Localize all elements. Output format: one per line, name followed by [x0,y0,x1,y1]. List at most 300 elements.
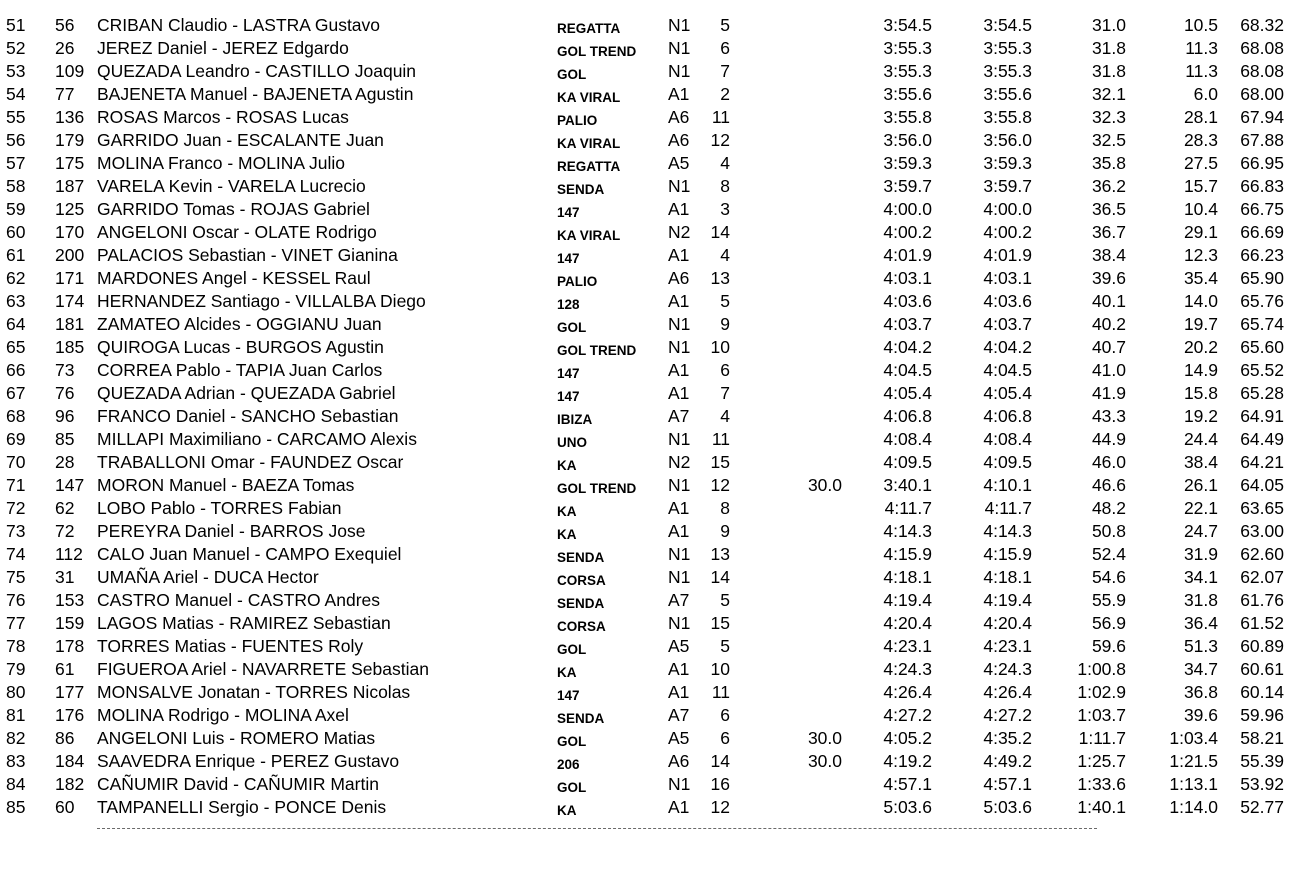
crew-names: PEREYRA Daniel - BARROS Jose [97,521,366,541]
position: 56 [6,130,26,150]
average-speed: 64.05 [1240,475,1284,495]
total-time: 4:19.4 [983,590,1032,610]
average-speed: 65.74 [1240,314,1284,334]
gap-to-leader: 32.5 [1091,130,1126,150]
table-row [0,612,1302,635]
class: A5 [668,153,690,173]
position: 77 [6,613,26,633]
average-speed: 68.32 [1240,15,1284,35]
table-row [0,428,1302,451]
total-time: 4:23.1 [983,636,1032,656]
position: 81 [6,705,26,725]
average-speed: 66.75 [1240,199,1284,219]
car-model: KA [557,458,577,473]
class: A1 [668,498,690,518]
penalty: 30.0 [807,475,842,495]
stage-time: 3:55.3 [883,61,932,81]
class: N1 [668,314,691,334]
car-number: 26 [55,38,75,58]
crew-names: TORRES Matias - FUENTES Roly [97,636,364,656]
stage-time: 4:01.9 [883,245,932,265]
table-row [0,405,1302,428]
car-number: 177 [55,682,85,702]
class-position: 4 [720,406,730,426]
total-time: 4:03.1 [983,268,1032,288]
crew-names: MOLINA Franco - MOLINA Julio [97,153,345,173]
stage-time: 3:59.3 [883,153,932,173]
car-number: 125 [55,199,85,219]
stage-time: 4:57.1 [883,774,932,794]
average-speed: 65.28 [1240,383,1284,403]
stage-time: 4:23.1 [883,636,932,656]
table-row [0,152,1302,175]
class-position: 16 [710,774,730,794]
gap-to-leader: 31.8 [1091,38,1126,58]
table-row [0,635,1302,658]
total-time: 4:00.2 [983,222,1032,242]
car-model: SENDA [557,596,605,611]
class-position: 11 [711,682,730,702]
crew-names: QUEZADA Leandro - CASTILLO Joaquin [97,61,417,81]
car-number: 171 [55,268,85,288]
class-position: 6 [720,705,730,725]
gap-in-class: 1:03.4 [1169,728,1218,748]
stage-time: 4:00.2 [883,222,932,242]
gap-to-leader: 40.2 [1091,314,1126,334]
table-row [0,175,1302,198]
total-time: 4:20.4 [983,613,1032,633]
car-number: 61 [55,659,75,679]
class-position: 14 [710,222,730,242]
gap-in-class: 31.9 [1183,544,1218,564]
gap-to-leader: 38.4 [1091,245,1126,265]
gap-in-class: 15.7 [1183,176,1218,196]
gap-in-class: 38.4 [1183,452,1218,472]
class: N1 [668,544,691,564]
total-time: 4:06.8 [983,406,1032,426]
gap-in-class: 24.7 [1183,521,1218,541]
total-time: 3:59.7 [983,176,1032,196]
stage-time: 4:04.2 [883,337,932,357]
total-time: 3:56.0 [983,130,1032,150]
gap-to-leader: 50.8 [1091,521,1126,541]
crew-names: MOLINA Rodrigo - MOLINA Axel [97,705,349,725]
gap-to-leader: 36.5 [1091,199,1126,219]
car-model: KA VIRAL [557,136,621,151]
gap-in-class: 27.5 [1183,153,1218,173]
gap-to-leader: 43.3 [1091,406,1126,426]
average-speed: 67.88 [1240,130,1284,150]
position: 60 [6,222,26,242]
class: A1 [668,383,690,403]
class: N1 [668,613,691,633]
gap-to-leader: 40.7 [1091,337,1126,357]
table-row [0,658,1302,681]
penalty: 30.0 [807,751,842,771]
car-number: 85 [55,429,75,449]
position: 73 [6,521,26,541]
class: A1 [668,245,690,265]
car-model: IBIZA [557,412,593,427]
stage-time: 4:11.7 [884,498,932,518]
crew-names: TRABALLONI Omar - FAUNDEZ Oscar [97,452,404,472]
crew-names: VARELA Kevin - VARELA Lucrecio [97,176,366,196]
class-position: 9 [720,314,730,334]
stage-time: 4:19.2 [883,751,932,771]
stage-time: 4:15.9 [883,544,932,564]
position: 58 [6,176,26,196]
crew-names: ZAMATEO Alcides - OGGIANU Juan [97,314,382,334]
stage-time: 4:18.1 [883,567,932,587]
gap-to-leader: 52.4 [1091,544,1126,564]
class: N1 [668,429,691,449]
class-position: 9 [720,521,730,541]
class-position: 5 [720,291,730,311]
average-speed: 65.76 [1240,291,1284,311]
position: 76 [6,590,26,610]
gap-to-leader: 32.3 [1091,107,1126,127]
crew-names: GARRIDO Juan - ESCALANTE Juan [97,130,384,150]
average-speed: 64.21 [1240,452,1284,472]
total-time: 4:03.7 [983,314,1032,334]
crew-names: MILLAPI Maximiliano - CARCAMO Alexis [97,429,417,449]
total-time: 4:57.1 [983,774,1032,794]
car-model: PALIO [557,113,598,128]
total-time: 3:55.6 [983,84,1032,104]
position: 66 [6,360,26,380]
table-row [0,681,1302,704]
stage-time: 4:05.2 [883,728,932,748]
total-time: 4:04.2 [983,337,1032,357]
class-position: 5 [720,636,730,656]
gap-in-class: 11.3 [1185,61,1218,81]
gap-in-class: 35.4 [1183,268,1218,288]
table-row [0,796,1302,819]
gap-in-class: 12.3 [1183,245,1218,265]
class: N1 [668,38,691,58]
total-time: 4:10.1 [983,475,1032,495]
table-row [0,359,1302,382]
car-number: 182 [55,774,85,794]
average-speed: 61.52 [1240,613,1284,633]
gap-to-leader: 54.6 [1091,567,1126,587]
car-number: 181 [55,314,85,334]
class-position: 13 [710,268,730,288]
crew-names: MONSALVE Jonatan - TORRES Nicolas [97,682,411,702]
class: A1 [668,291,690,311]
car-number: 178 [55,636,85,656]
gap-to-leader: 1:00.8 [1077,659,1126,679]
total-time: 4:26.4 [983,682,1032,702]
crew-names: MORON Manuel - BAEZA Tomas [97,475,355,495]
class-position: 14 [710,751,730,771]
table-row [0,704,1302,727]
class: A1 [668,521,690,541]
position: 75 [6,567,26,587]
stage-time: 4:14.3 [883,521,932,541]
table-row [0,83,1302,106]
class: N1 [668,337,691,357]
total-time: 4:35.2 [983,728,1032,748]
car-model: 147 [557,389,580,404]
table-row [0,336,1302,359]
stage-time: 4:19.4 [883,590,932,610]
table-row [0,543,1302,566]
average-speed: 63.65 [1240,498,1284,518]
car-number: 136 [55,107,85,127]
car-model: KA [557,527,577,542]
gap-in-class: 26.1 [1183,475,1218,495]
class: A6 [668,751,690,771]
gap-to-leader: 1:11.7 [1078,728,1126,748]
gap-to-leader: 56.9 [1091,613,1126,633]
average-speed: 65.90 [1240,268,1284,288]
car-number: 96 [55,406,75,426]
average-speed: 62.60 [1240,544,1284,564]
car-model: KA VIRAL [557,228,621,243]
car-model: 128 [557,297,580,312]
gap-in-class: 19.2 [1183,406,1218,426]
crew-names: ROSAS Marcos - ROSAS Lucas [97,107,349,127]
average-speed: 58.21 [1240,728,1284,748]
class: A5 [668,728,690,748]
table-row [0,313,1302,336]
class-position: 4 [720,245,730,265]
position: 70 [6,452,26,472]
table-row [0,382,1302,405]
total-time: 5:03.6 [983,797,1032,817]
class: A1 [668,797,690,817]
stage-time: 4:24.3 [883,659,932,679]
crew-names: FRANCO Daniel - SANCHO Sebastian [97,406,399,426]
crew-names: CASTRO Manuel - CASTRO Andres [97,590,380,610]
position: 55 [6,107,26,127]
stage-time: 3:55.8 [883,107,932,127]
car-number: 200 [55,245,85,265]
gap-in-class: 14.9 [1183,360,1218,380]
car-model: GOL [557,734,587,749]
class-position: 6 [720,38,730,58]
total-time: 4:03.6 [983,291,1032,311]
car-model: REGATTA [557,21,621,36]
table-row [0,520,1302,543]
car-model: KA [557,665,577,680]
car-model: 147 [557,251,580,266]
gap-to-leader: 41.9 [1091,383,1126,403]
total-time: 3:55.3 [983,61,1032,81]
position: 68 [6,406,26,426]
stage-time: 4:03.1 [883,268,932,288]
average-speed: 64.49 [1240,429,1284,449]
average-speed: 66.69 [1240,222,1284,242]
car-number: 109 [55,61,85,81]
average-speed: 66.23 [1240,245,1284,265]
car-number: 72 [55,521,75,541]
table-row [0,290,1302,313]
car-model: GOL TREND [557,343,637,358]
car-number: 31 [55,567,75,587]
class-position: 11 [711,429,730,449]
average-speed: 60.61 [1240,659,1284,679]
crew-names: ANGELONI Oscar - OLATE Rodrigo [97,222,377,242]
total-time: 4:18.1 [983,567,1032,587]
total-time: 3:55.8 [983,107,1032,127]
class-position: 13 [710,544,730,564]
class: N1 [668,61,691,81]
gap-in-class: 20.2 [1183,337,1218,357]
class: N2 [668,452,691,472]
gap-in-class: 24.4 [1183,429,1218,449]
gap-in-class: 34.7 [1183,659,1218,679]
average-speed: 62.07 [1240,567,1284,587]
average-speed: 65.52 [1240,360,1284,380]
position: 83 [6,751,26,771]
total-time: 4:11.7 [984,498,1032,518]
class: A5 [668,636,690,656]
table-row [0,198,1302,221]
average-speed: 60.89 [1240,636,1284,656]
car-model: SENDA [557,550,605,565]
position: 71 [6,475,26,495]
car-number: 175 [55,153,85,173]
car-model: GOL [557,67,587,82]
stage-time: 4:03.7 [883,314,932,334]
position: 85 [6,797,26,817]
car-number: 185 [55,337,85,357]
gap-in-class: 1:14.0 [1169,797,1218,817]
class: N1 [668,475,691,495]
crew-names: FIGUEROA Ariel - NAVARRETE Sebastian [97,659,429,679]
crew-names: CRIBAN Claudio - LASTRA Gustavo [97,15,381,35]
crew-names: QUIROGA Lucas - BURGOS Agustin [97,337,384,357]
class-position: 5 [720,15,730,35]
gap-in-class: 28.3 [1183,130,1218,150]
gap-in-class: 39.6 [1183,705,1218,725]
gap-to-leader: 32.1 [1091,84,1126,104]
car-number: 153 [55,590,85,610]
table-row [0,497,1302,520]
car-model: GOL TREND [557,44,637,59]
average-speed: 52.77 [1240,797,1284,817]
gap-to-leader: 39.6 [1091,268,1126,288]
car-number: 159 [55,613,85,633]
gap-to-leader: 48.2 [1091,498,1126,518]
car-number: 73 [55,360,75,380]
average-speed: 68.08 [1240,38,1284,58]
car-number: 174 [55,291,85,311]
gap-to-leader: 36.2 [1091,176,1126,196]
gap-to-leader: 31.8 [1091,61,1126,81]
stage-time: 4:20.4 [883,613,932,633]
class: A6 [668,130,690,150]
class: A1 [668,360,690,380]
gap-to-leader: 1:25.7 [1077,751,1126,771]
stage-time: 4:00.0 [883,199,932,219]
gap-in-class: 28.1 [1183,107,1218,127]
gap-in-class: 31.8 [1183,590,1218,610]
car-number: 170 [55,222,85,242]
gap-to-leader: 59.6 [1091,636,1126,656]
car-model: CORSA [557,619,606,634]
car-model: KA [557,803,577,818]
car-number: 184 [55,751,85,771]
gap-to-leader: 1:02.9 [1077,682,1126,702]
average-speed: 60.14 [1240,682,1284,702]
position: 67 [6,383,26,403]
crew-names: HERNANDEZ Santiago - VILLALBA Diego [97,291,426,311]
total-time: 4:49.2 [983,751,1032,771]
gap-in-class: 1:13.1 [1169,774,1218,794]
gap-to-leader: 55.9 [1091,590,1126,610]
crew-names: CORREA Pablo - TAPIA Juan Carlos [97,360,383,380]
total-time: 3:55.3 [983,38,1032,58]
gap-to-leader: 46.0 [1091,452,1126,472]
table-row [0,244,1302,267]
total-time: 4:08.4 [983,429,1032,449]
crew-names: QUEZADA Adrian - QUEZADA Gabriel [97,383,396,403]
class: A1 [668,682,690,702]
stage-time: 4:05.4 [883,383,932,403]
position: 65 [6,337,26,357]
table-row [0,451,1302,474]
stage-time: 3:40.1 [883,475,932,495]
average-speed: 65.60 [1240,337,1284,357]
car-model: 147 [557,205,580,220]
stage-time: 4:04.5 [883,360,932,380]
crew-names: CAÑUMIR David - CAÑUMIR Martin [97,774,379,794]
gap-to-leader: 1:03.7 [1077,705,1126,725]
gap-to-leader: 35.8 [1091,153,1126,173]
class-position: 10 [710,659,730,679]
stage-time: 5:03.6 [883,797,932,817]
total-time: 3:54.5 [983,15,1032,35]
car-model: KA VIRAL [557,90,621,105]
results-table [0,14,1302,819]
car-number: 56 [55,15,75,35]
car-number: 112 [55,544,83,564]
average-speed: 63.00 [1240,521,1284,541]
gap-to-leader: 31.0 [1091,15,1126,35]
gap-in-class: 51.3 [1183,636,1218,656]
table-row [0,129,1302,152]
stage-time: 4:09.5 [883,452,932,472]
car-number: 77 [55,84,75,104]
position: 84 [6,774,26,794]
car-model: 206 [557,757,580,772]
class-position: 3 [720,199,730,219]
car-model: GOL TREND [557,481,637,496]
position: 54 [6,84,26,104]
car-model: CORSA [557,573,606,588]
total-time: 4:15.9 [983,544,1032,564]
total-time: 4:04.5 [983,360,1032,380]
gap-in-class: 19.7 [1183,314,1218,334]
class-position: 12 [710,475,730,495]
position: 79 [6,659,26,679]
crew-names: CALO Juan Manuel - CAMPO Exequiel [97,544,402,564]
table-row [0,60,1302,83]
position: 72 [6,498,26,518]
class-position: 15 [710,452,730,472]
class-position: 12 [710,797,730,817]
table-row [0,37,1302,60]
gap-to-leader: 1:33.6 [1077,774,1126,794]
class: N1 [668,15,691,35]
class: A7 [668,590,690,610]
car-number: 86 [55,728,75,748]
position: 63 [6,291,26,311]
class-position: 4 [720,153,730,173]
